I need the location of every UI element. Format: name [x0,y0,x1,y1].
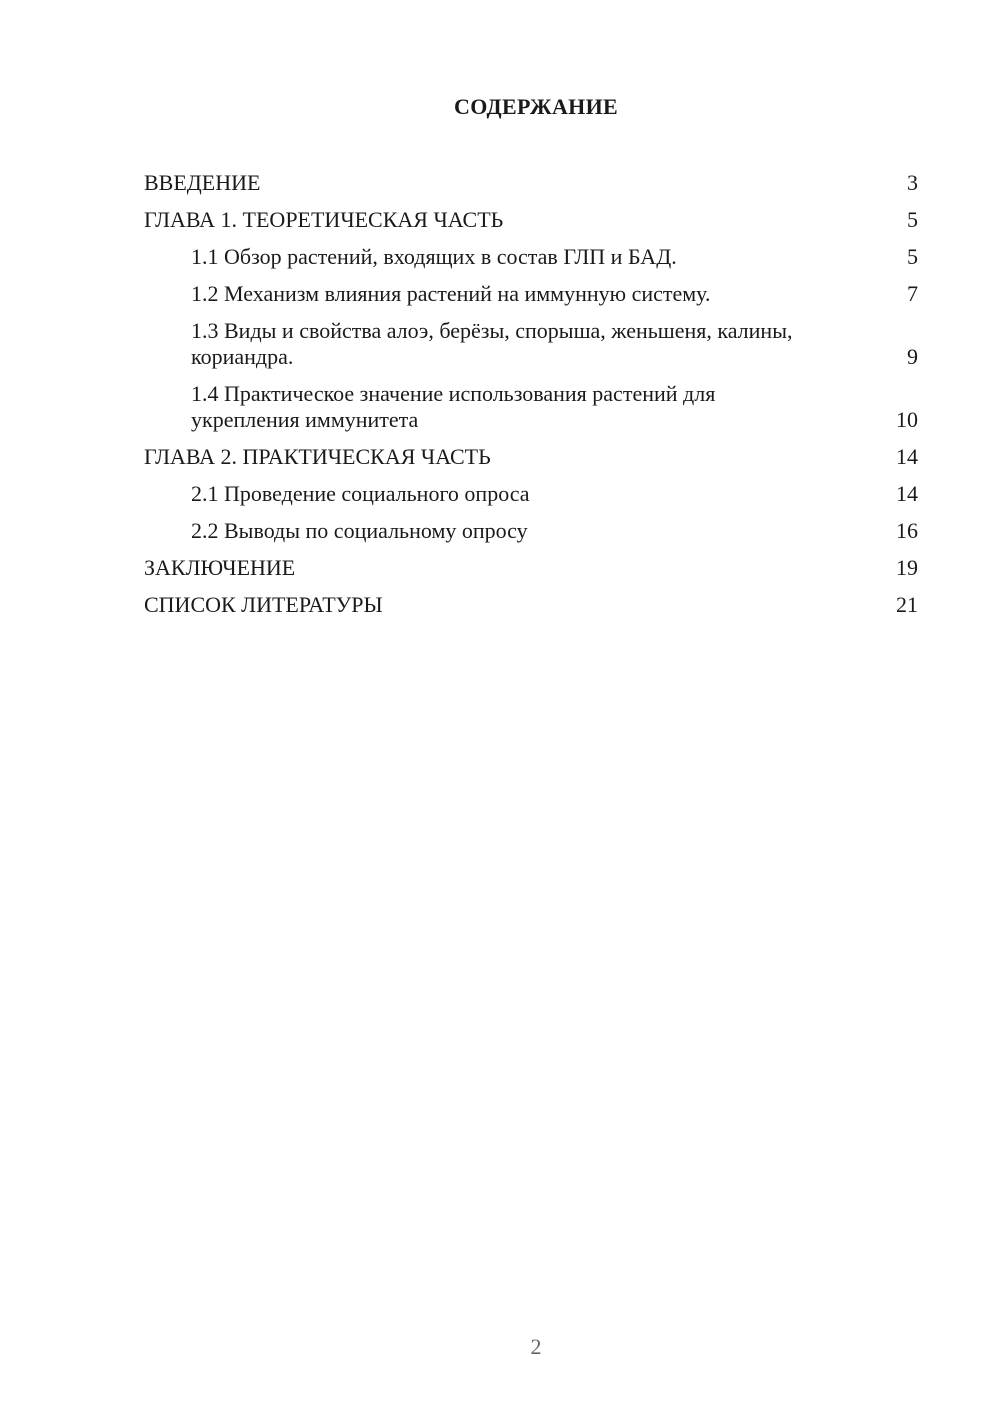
toc-entry-section-1-4[interactable] [144,381,918,433]
toc-entry-page: 5 [907,244,918,269]
toc-entry-section-1-1[interactable] [144,244,918,270]
toc-entry-introduction[interactable] [144,170,918,196]
toc-entry-section-1-2[interactable] [144,281,918,307]
toc-entry-page: 5 [907,207,918,232]
toc-entry-label: ЗАКЛЮЧЕНИЕ [144,555,296,580]
toc-entry-references[interactable] [144,592,918,618]
toc-entry-chapter-1[interactable] [144,207,918,233]
toc-entry-page: 3 [907,170,918,195]
toc-entry-label: 2.1 Проведение социального опроса [191,481,530,506]
toc-entry-section-2-1[interactable] [144,481,918,507]
toc-entry-page: 14 [896,444,918,469]
toc-entry-label: 1.1 Обзор растений, входящих в состав ГЛП и БАД. [191,244,677,269]
toc-entry-page: 10 [896,407,918,432]
table-of-contents [144,170,918,629]
toc-entry-page: 19 [896,555,918,580]
toc-entry-page: 16 [896,518,918,543]
toc-entry-page: 21 [896,592,918,617]
toc-entry-label: 2.2 Выводы по социальному опросу [191,518,528,543]
toc-entry-page: 9 [907,344,918,369]
toc-entry-chapter-2[interactable] [144,444,918,470]
page-number: 2 [530,1334,542,1359]
toc-entry-label: СПИСОК ЛИТЕРАТУРЫ [144,592,383,617]
toc-heading: СОДЕРЖАНИЕ [454,94,618,119]
toc-entry-page: 14 [896,481,918,506]
toc-entry-label: 1.4 Практическое значение использования растений для укрепления иммунитета [191,381,716,432]
toc-entry-label: 1.3 Виды и свойства алоэ, берёзы, спорыша, женьшеня, калины, кориандра. [191,318,793,369]
toc-entry-label: ВВЕДЕНИЕ [144,170,261,195]
toc-entry-section-2-2[interactable] [144,518,918,544]
toc-entry-label: ГЛАВА 1. ТЕОРЕТИЧЕСКАЯ ЧАСТЬ [144,207,504,232]
toc-entry-page: 7 [907,281,918,306]
toc-entry-label: 1.2 Механизм влияния растений на иммунную систему. [191,281,711,306]
toc-entry-label: ГЛАВА 2. ПРАКТИЧЕСКАЯ ЧАСТЬ [144,444,491,469]
toc-entry-conclusion[interactable] [144,555,918,581]
toc-entry-section-1-3[interactable] [144,318,918,370]
